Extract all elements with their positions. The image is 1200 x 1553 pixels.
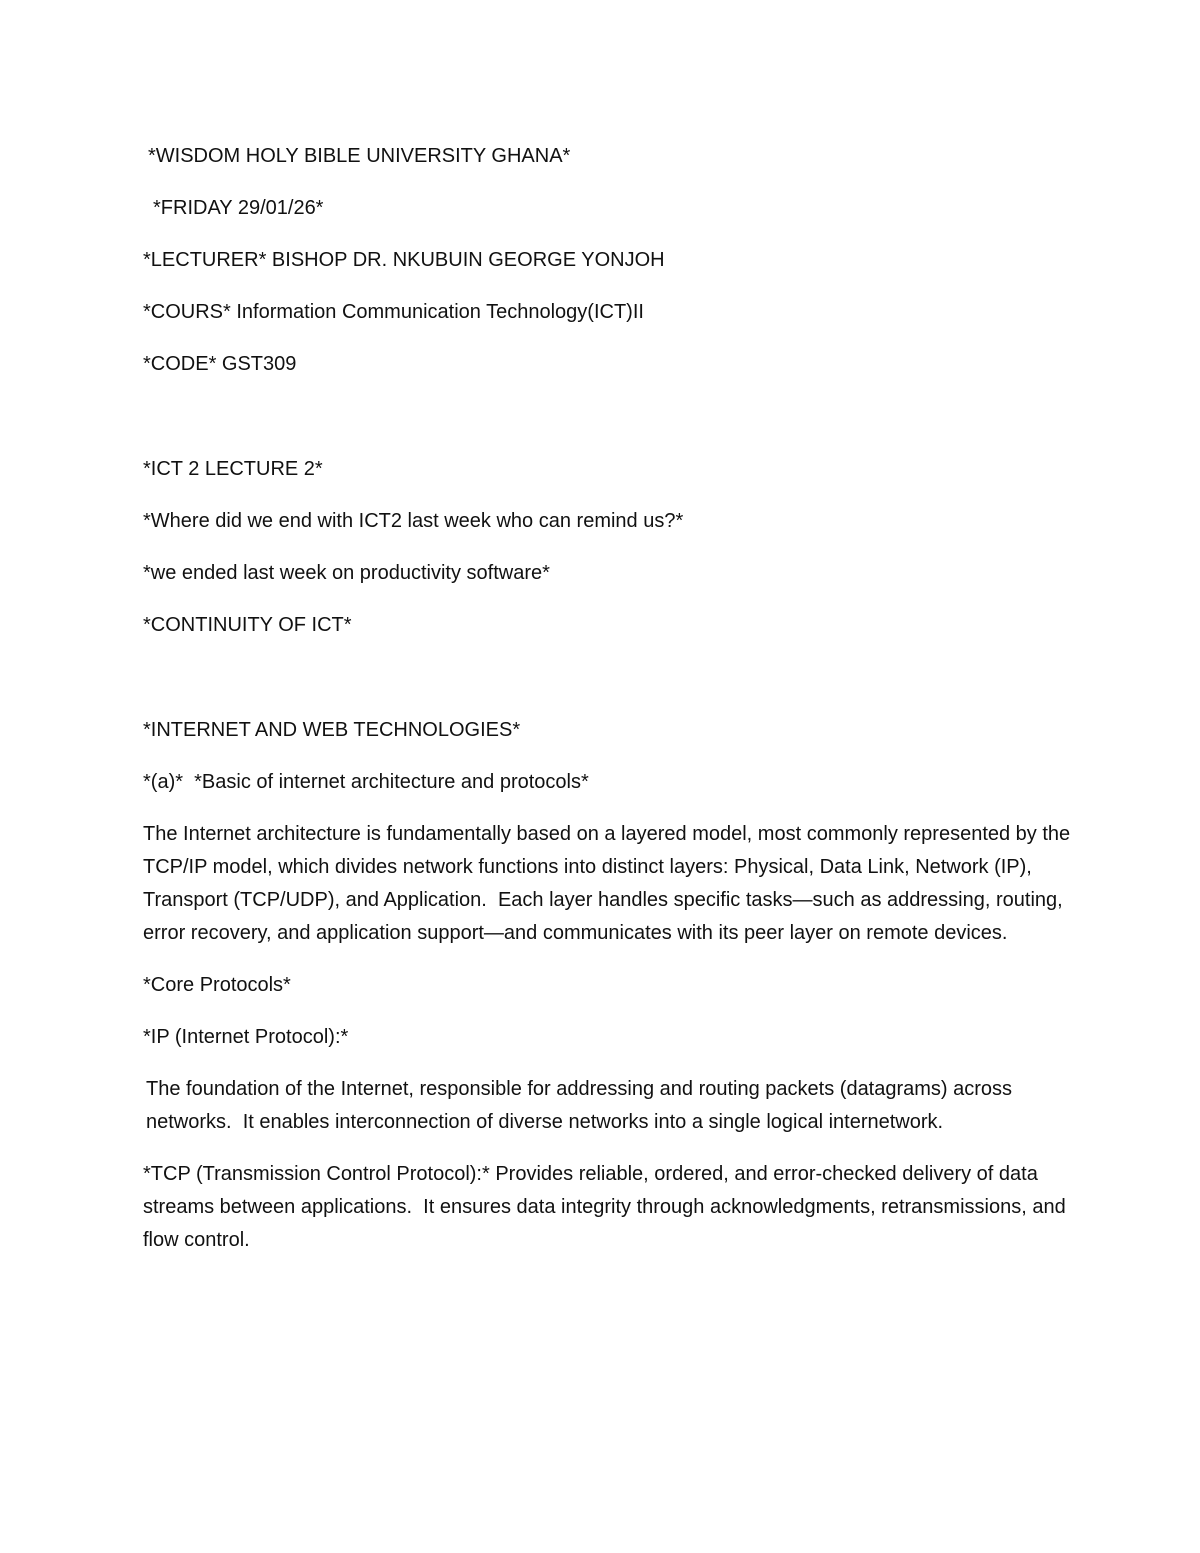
course-code-line: *CODE* GST309 xyxy=(143,353,297,375)
recap-question: *Where did we end with ICT2 last week who can remind us?* xyxy=(143,510,684,532)
document-body xyxy=(143,140,1076,1276)
ip-heading: *IP (Internet Protocol):* xyxy=(143,1026,349,1048)
architecture-paragraph: The Internet architecture is fundamentally based on a layered model, most commonly represented by the TCP/IP model, which divides network functions into distinct layers: Physical, Data Link, Network (IP), Transport (TCP/UDP), and Application. Each layer handles specific tasks—such as addressing, routing, error recovery, and application support—and communicates with its peer layer on remote devices. xyxy=(143,823,1076,944)
course-line: *COURS* Information Communication Technology(ICT)II xyxy=(143,301,644,323)
blank-line xyxy=(143,661,1073,714)
university-title: *WISDOM HOLY BIBLE UNIVERSITY GHANA* xyxy=(148,145,571,167)
core-protocols-heading: *Core Protocols* xyxy=(143,974,291,996)
subsection-heading: *(a)* *Basic of internet architecture and protocols* xyxy=(143,771,589,793)
recap-answer: *we ended last week on productivity software* xyxy=(143,562,550,584)
ip-paragraph: The foundation of the Internet, responsible for addressing and routing packets (datagrams) across networks. It enables interconnection of diverse networks into a single logical internetwork. xyxy=(146,1078,1018,1133)
lecture-heading: *ICT 2 LECTURE 2* xyxy=(143,458,323,480)
lecturer-line: *LECTURER* BISHOP DR. NKUBUIN GEORGE YONJOH xyxy=(143,249,665,271)
continuity-heading: *CONTINUITY OF ICT* xyxy=(143,614,352,636)
blank-line xyxy=(143,400,1073,453)
lecture-date: *FRIDAY 29/01/26* xyxy=(153,197,324,219)
section-heading: *INTERNET AND WEB TECHNOLOGIES* xyxy=(143,719,521,741)
tcp-paragraph: *TCP (Transmission Control Protocol):* Provides reliable, ordered, and error-checked delivery of data streams between applications. It ensures data integrity through acknowledgments, retransmissions, and flow control. xyxy=(143,1163,1072,1251)
